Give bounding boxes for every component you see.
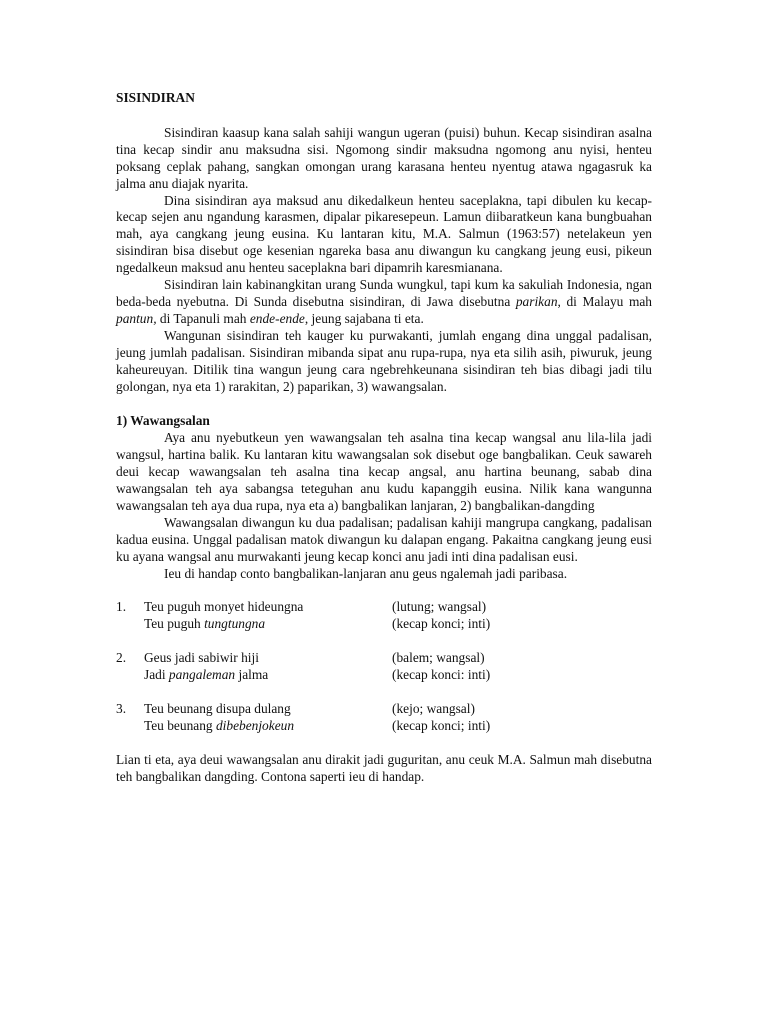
example-line-2 <box>144 616 392 633</box>
term-parikan: parikan <box>515 293 558 309</box>
example-note-2: (kecap konci; inti) <box>392 718 491 733</box>
section-paragraph-2: Wawangsalan diwangun ku dua padalisan; padalisan kahiji mangrupa cangkang, padalisan kadua eusina. Unggal padalisan matok diwangun ku dalapan engang. Pakaitna cangkang jeung eusi ku ayana wangsal anu murwakanti jeung kecap konci anu jadi inti dina padalisan eusi. <box>116 514 652 564</box>
paragraph-2: Dina sisindiran aya maksud anu dikedalkeun henteu saceplakna, tapi dibulen ku kecap-kecap sejen anu ngandung karasmen, dipalar pikaresepeun. Lamun diibaratkeun kana bungbuahan mah, aya cangkang jeung eusina. Ku lantaran kitu, M.A. Salmun (1963:57) netelakeun yen sisindiran bisa disebut oge kesenian ngareka basa anu diwangun ku cangkang jeung eusi, pikeun ngedalkeun maksud anu henteu saceplakna bari dipamrih karesmianana. <box>116 192 652 276</box>
section-paragraph-3: Ieu di handap conto bangbalikan-lanjaran anu geus ngalemah jadi paribasa. <box>164 565 568 581</box>
page-title: SISINDIRAN <box>116 90 195 105</box>
list-item <box>116 599 652 633</box>
example-line-2 <box>144 667 392 684</box>
example-note-1: (balem; wangsal) <box>392 650 485 666</box>
section-heading: 1) Wawangsalan <box>116 413 210 429</box>
list-item <box>116 701 652 735</box>
section-paragraph-1: Aya anu nyebutkeun yen wawangsalan teh asalna tina kecap wangsal anu lila-lila jadi wangsul, hartina balik. Ku lantaran kitu wawangsalan sok disebut oge bangbalikan. Ceuk sawareh deui kecap wawangsalan teh asalna tina kecap angsal, anu hartina beunang, sabab dina wawangsalan teh aya sabangsa teteguhan anu kudu kapanggih eusina. Nilik kana wangunna wawangsalan teh aya dua rupa, nya eta a) bangbalikan lanjaran, 2) bangbalikan-dangding <box>116 430 652 513</box>
example-line-1: Teu puguh monyet hideungna <box>144 599 304 615</box>
paragraph-3-text: di Tapanuli mah <box>156 310 250 326</box>
example-list <box>116 599 652 734</box>
example-notes <box>392 650 652 684</box>
example-lines <box>144 701 392 735</box>
list-item <box>116 650 652 684</box>
paragraph-1: Sisindiran kaasup kana salah sahiji wangun ugeran (puisi) buhun. Kecap sisindiran asalna tina kecap sindir anu maksudna sisi. Ngomong sindir maksudna ngomong anu nyisi, henteu poksang ceplak pahang, sangkan omongan urang karasana henteu nyentug atawa ngagasruk ka jalma anu diajak nyarita. <box>116 124 652 191</box>
term-pantun: pantun, <box>116 310 157 326</box>
example-lines <box>144 650 392 684</box>
example-line-1: Teu beunang disupa dulang <box>144 701 291 717</box>
paragraph-3-text: , jeung sajabana ti eta. <box>304 310 424 326</box>
example-note-2: (kecap konci; inti) <box>392 616 491 632</box>
example-line-1: Geus jadi sabiwir hiji <box>144 650 259 666</box>
example-note-1: (lutung; wangsal) <box>392 599 487 615</box>
example-notes <box>392 599 652 633</box>
example-line-2-tail: jalma <box>235 667 269 683</box>
example-number: 3. <box>116 701 127 717</box>
example-key-word: tungtungna <box>204 616 266 632</box>
closing-paragraph: Lian ti eta, aya deui wawangsalan anu dirakit jadi guguritan, anu ceuk M.A. Salmun mah disebutna teh bangbalikan dangding. Contona saperti ieu di handap. <box>116 751 652 784</box>
example-number: 1. <box>116 599 127 615</box>
example-key-word: pangaleman <box>168 667 236 683</box>
example-line-2 <box>144 718 392 735</box>
example-note-1: (kejo; wangsal) <box>392 701 475 717</box>
paragraph-3-text: , di Malayu mah <box>557 293 653 309</box>
example-key-word: dibebenjokeun <box>215 718 295 733</box>
example-note-2: (kecap konci: inti) <box>392 667 491 683</box>
term-ende-ende: ende-ende <box>249 310 305 326</box>
example-line-2-text: Teu puguh <box>144 616 205 632</box>
paragraph-3 <box>116 277 652 328</box>
document-body <box>116 90 652 786</box>
paragraph-3-text: Sisindiran lain kabinangkitan urang Sunda wungkul, tapi kum ka sakuliah Indonesia, ngan beda-beda nyebutna. Di Sunda disebutna sisindiran, di Jawa disebutna <box>116 277 652 309</box>
paragraph-4: Wangunan sisindiran teh kauger ku purwakanti, jumlah engang dina unggal padalisan, jeung jumlah padalisan. Sisindiran mibanda sipat anu rupa-rupa, nya eta silih asih, piwuruk, jeung kaheureuyan. Ditilik tina wangun jeung cara ngebrehkeunana sisindiran teh bias dibagi jadi tilu golongan, nya eta 1) rarakitan, 2) paparikan, 3) wawangsalan. <box>116 327 652 394</box>
example-lines <box>144 599 392 633</box>
example-notes <box>392 701 652 735</box>
example-line-2-text: Jadi <box>144 667 169 683</box>
example-line-2-text: Teu beunang <box>144 718 216 733</box>
example-number: 2. <box>116 650 127 666</box>
